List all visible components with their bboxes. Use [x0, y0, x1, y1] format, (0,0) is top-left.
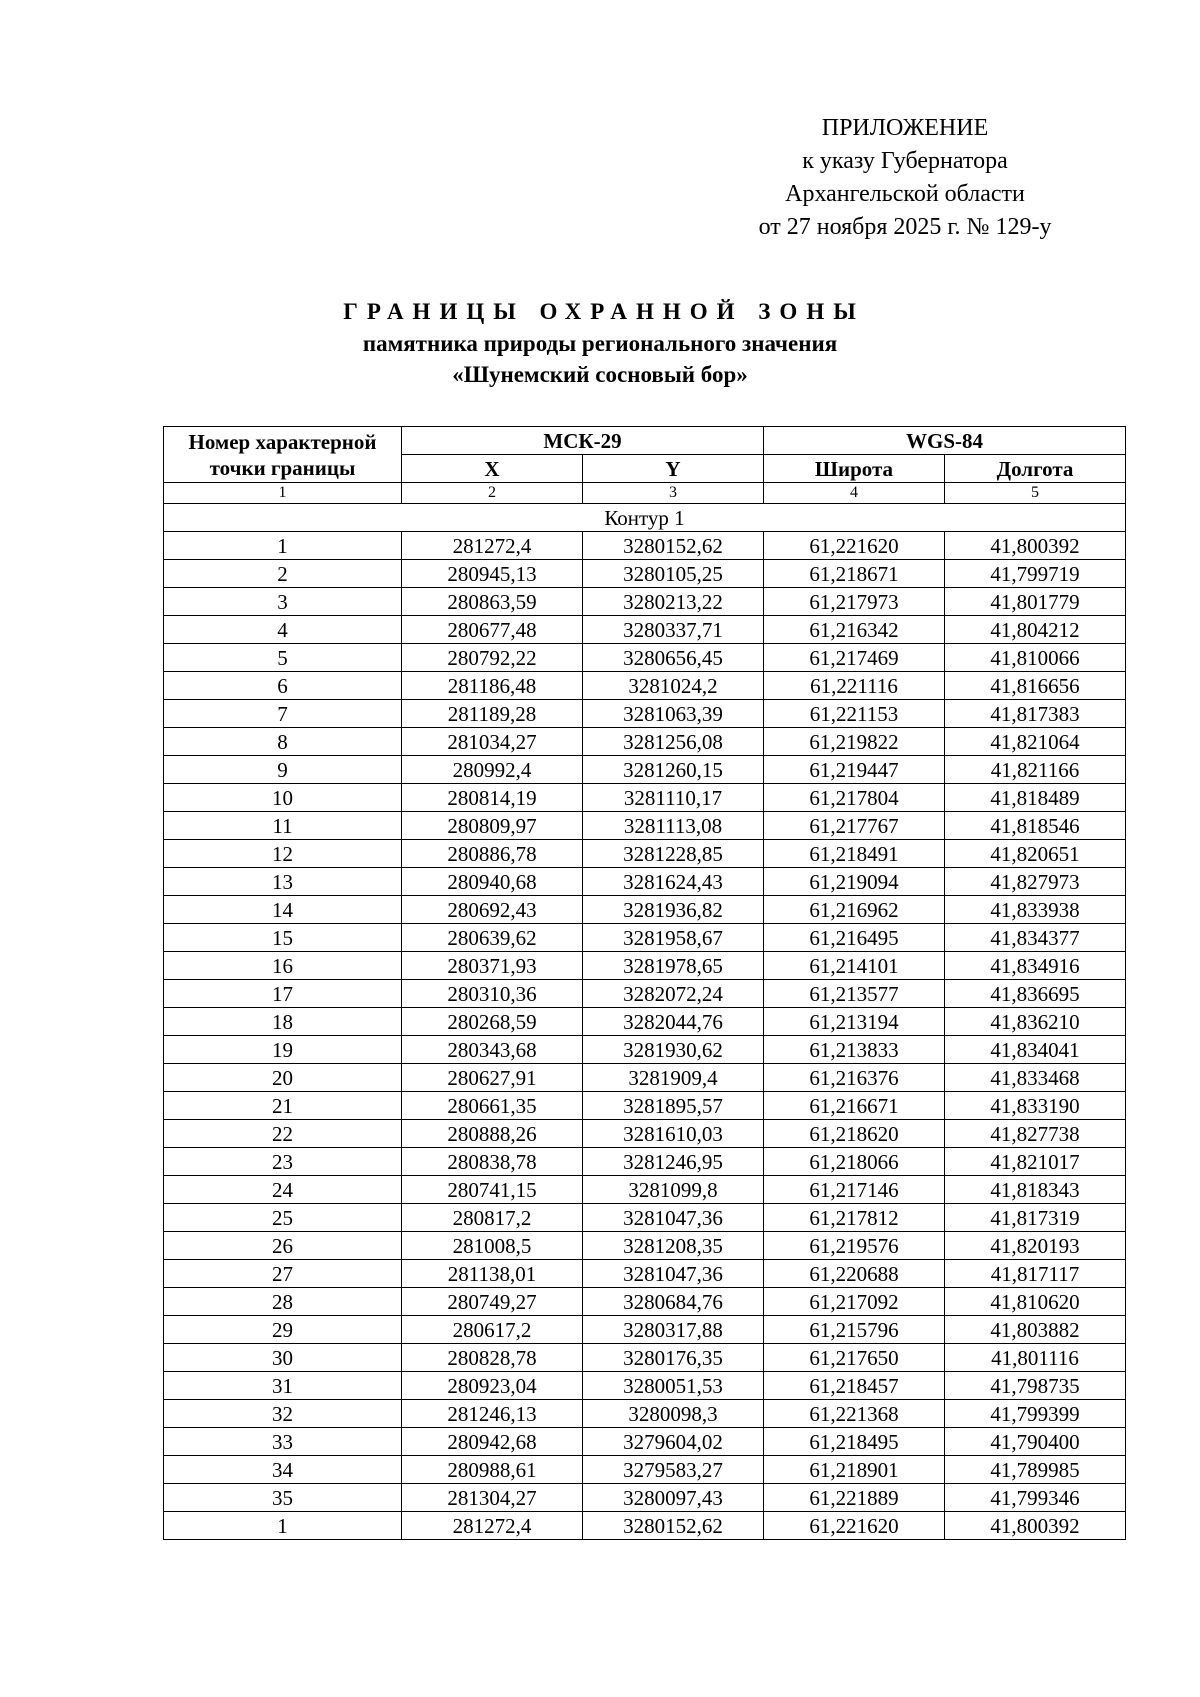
- x-cell: 280677,48: [402, 616, 583, 644]
- y-cell: 3282072,24: [583, 980, 764, 1008]
- point-number-cell: 9: [164, 756, 402, 784]
- latitude-cell: 61,217146: [764, 1176, 945, 1204]
- longitude-cell: 41,827973: [945, 868, 1126, 896]
- latitude-cell: 61,218671: [764, 560, 945, 588]
- latitude-cell: 61,216671: [764, 1092, 945, 1120]
- longitude-cell: 41,827738: [945, 1120, 1126, 1148]
- table-body: [164, 532, 1126, 1540]
- table-row: [164, 840, 1126, 868]
- point-number-cell: 15: [164, 924, 402, 952]
- latitude-cell: 61,216376: [764, 1064, 945, 1092]
- point-number-cell: 28: [164, 1288, 402, 1316]
- longitude-cell: 41,834916: [945, 952, 1126, 980]
- y-cell: 3280337,71: [583, 616, 764, 644]
- point-number-cell: 3: [164, 588, 402, 616]
- point-number-cell: 34: [164, 1456, 402, 1484]
- table-row: [164, 980, 1126, 1008]
- latitude-cell: 61,216342: [764, 616, 945, 644]
- point-number-cell: 33: [164, 1428, 402, 1456]
- latitude-cell: 61,218457: [764, 1372, 945, 1400]
- longitude-cell: 41,810620: [945, 1288, 1126, 1316]
- x-cell: 280749,27: [402, 1288, 583, 1316]
- coordinates-table: [163, 426, 1126, 1540]
- latitude-cell: 61,215796: [764, 1316, 945, 1344]
- x-cell: 280617,2: [402, 1316, 583, 1344]
- x-cell: 280661,35: [402, 1092, 583, 1120]
- point-number-cell: 1: [164, 1512, 402, 1540]
- x-cell: 280809,97: [402, 812, 583, 840]
- y-cell: 3280098,3: [583, 1400, 764, 1428]
- longitude-cell: 41,800392: [945, 1512, 1126, 1540]
- table-row: [164, 812, 1126, 840]
- x-cell: 281272,4: [402, 532, 583, 560]
- point-number-cell: 30: [164, 1344, 402, 1372]
- latitude-cell: 61,218620: [764, 1120, 945, 1148]
- longitude-cell: 41,833938: [945, 896, 1126, 924]
- column-number: 3: [583, 483, 764, 504]
- x-cell: 280838,78: [402, 1148, 583, 1176]
- table-row: [164, 1344, 1126, 1372]
- longitude-cell: 41,799346: [945, 1484, 1126, 1512]
- x-cell: 280942,68: [402, 1428, 583, 1456]
- latitude-cell: 61,217973: [764, 588, 945, 616]
- table-row: [164, 1064, 1126, 1092]
- y-cell: 3279604,02: [583, 1428, 764, 1456]
- appendix-region: Архангельской области: [785, 181, 1025, 207]
- longitude-cell: 41,817319: [945, 1204, 1126, 1232]
- x-cell: 281138,01: [402, 1260, 583, 1288]
- y-cell: 3280656,45: [583, 644, 764, 672]
- point-number-cell: 16: [164, 952, 402, 980]
- longitude-cell: 41,798735: [945, 1372, 1126, 1400]
- latitude-cell: 61,213194: [764, 1008, 945, 1036]
- point-number-cell: 17: [164, 980, 402, 1008]
- y-cell: 3280105,25: [583, 560, 764, 588]
- column-number: 1: [164, 483, 402, 504]
- y-cell: 3281246,95: [583, 1148, 764, 1176]
- longitude-cell: 41,810066: [945, 644, 1126, 672]
- title-main: ГРАНИЦЫ ОХРАННОЙ ЗОНЫ: [343, 299, 865, 324]
- longitude-cell: 41,801779: [945, 588, 1126, 616]
- point-number-cell: 32: [164, 1400, 402, 1428]
- y-cell: 3280317,88: [583, 1316, 764, 1344]
- y-cell: 3282044,76: [583, 1008, 764, 1036]
- latitude-cell: 61,218901: [764, 1456, 945, 1484]
- x-cell: 281246,13: [402, 1400, 583, 1428]
- table-row: [164, 700, 1126, 728]
- y-cell: 3281624,43: [583, 868, 764, 896]
- longitude-cell: 41,803882: [945, 1316, 1126, 1344]
- latitude-cell: 61,217812: [764, 1204, 945, 1232]
- table-row: [164, 644, 1126, 672]
- x-cell: 281189,28: [402, 700, 583, 728]
- point-number-cell: 4: [164, 616, 402, 644]
- y-cell: 3281930,62: [583, 1036, 764, 1064]
- header-x: X: [402, 455, 583, 483]
- y-cell: 3281024,2: [583, 672, 764, 700]
- longitude-cell: 41,836695: [945, 980, 1126, 1008]
- x-cell: 280639,62: [402, 924, 583, 952]
- point-number-cell: 35: [164, 1484, 402, 1512]
- longitude-cell: 41,789985: [945, 1456, 1126, 1484]
- latitude-cell: 61,221368: [764, 1400, 945, 1428]
- y-cell: 3281047,36: [583, 1260, 764, 1288]
- x-cell: 281034,27: [402, 728, 583, 756]
- x-cell: 280923,04: [402, 1372, 583, 1400]
- longitude-cell: 41,799719: [945, 560, 1126, 588]
- longitude-cell: 41,817383: [945, 700, 1126, 728]
- y-cell: 3281958,67: [583, 924, 764, 952]
- x-cell: 280792,22: [402, 644, 583, 672]
- appendix-decree-ref: к указу Губернатора: [802, 148, 1008, 174]
- title-object-name: «Шунемский сосновый бор»: [452, 362, 748, 387]
- table-row: [164, 588, 1126, 616]
- table-row: [164, 672, 1126, 700]
- x-cell: 280888,26: [402, 1120, 583, 1148]
- longitude-cell: 41,836210: [945, 1008, 1126, 1036]
- appendix-label: ПРИЛОЖЕНИЕ: [821, 115, 989, 141]
- latitude-cell: 61,218495: [764, 1428, 945, 1456]
- x-cell: 280627,91: [402, 1064, 583, 1092]
- y-cell: 3280152,62: [583, 532, 764, 560]
- x-cell: 280268,59: [402, 1008, 583, 1036]
- point-number-cell: 11: [164, 812, 402, 840]
- point-number-cell: 21: [164, 1092, 402, 1120]
- header-y: Y: [583, 455, 764, 483]
- x-cell: 281186,48: [402, 672, 583, 700]
- longitude-cell: 41,818546: [945, 812, 1126, 840]
- latitude-cell: 61,219822: [764, 728, 945, 756]
- latitude-cell: 61,218491: [764, 840, 945, 868]
- table-row: [164, 1484, 1126, 1512]
- latitude-cell: 61,216962: [764, 896, 945, 924]
- latitude-cell: 61,221116: [764, 672, 945, 700]
- latitude-cell: 61,221153: [764, 700, 945, 728]
- longitude-cell: 41,800392: [945, 532, 1126, 560]
- header-latitude: Широта: [764, 455, 945, 483]
- y-cell: 3280051,53: [583, 1372, 764, 1400]
- table-row: [164, 1036, 1126, 1064]
- x-cell: 280828,78: [402, 1344, 583, 1372]
- point-number-cell: 13: [164, 868, 402, 896]
- table-row: [164, 924, 1126, 952]
- appendix-header: [700, 112, 1110, 244]
- longitude-cell: 41,816656: [945, 672, 1126, 700]
- contour-label: Контур 1: [164, 504, 1126, 532]
- longitude-cell: 41,818343: [945, 1176, 1126, 1204]
- point-number-cell: 18: [164, 1008, 402, 1036]
- y-cell: 3281113,08: [583, 812, 764, 840]
- latitude-cell: 61,217650: [764, 1344, 945, 1372]
- x-cell: 280863,59: [402, 588, 583, 616]
- y-cell: 3279583,27: [583, 1456, 764, 1484]
- point-number-cell: 24: [164, 1176, 402, 1204]
- point-number-cell: 27: [164, 1260, 402, 1288]
- table-row: [164, 1148, 1126, 1176]
- point-number-cell: 26: [164, 1232, 402, 1260]
- table-row: [164, 616, 1126, 644]
- title-subtitle: памятника природы регионального значения: [362, 331, 838, 356]
- longitude-cell: 41,804212: [945, 616, 1126, 644]
- latitude-cell: 61,221620: [764, 1512, 945, 1540]
- table-row: [164, 952, 1126, 980]
- point-number-cell: 25: [164, 1204, 402, 1232]
- point-number-cell: 23: [164, 1148, 402, 1176]
- y-cell: 3281099,8: [583, 1176, 764, 1204]
- longitude-cell: 41,790400: [945, 1428, 1126, 1456]
- latitude-cell: 61,218066: [764, 1148, 945, 1176]
- x-cell: 280343,68: [402, 1036, 583, 1064]
- longitude-cell: 41,801116: [945, 1344, 1126, 1372]
- latitude-cell: 61,214101: [764, 952, 945, 980]
- x-cell: 280741,15: [402, 1176, 583, 1204]
- table-row: [164, 1456, 1126, 1484]
- latitude-cell: 61,219576: [764, 1232, 945, 1260]
- x-cell: 280817,2: [402, 1204, 583, 1232]
- longitude-cell: 41,821064: [945, 728, 1126, 756]
- table-header-row: [164, 427, 1126, 455]
- longitude-cell: 41,821166: [945, 756, 1126, 784]
- y-cell: 3281936,82: [583, 896, 764, 924]
- table-row: [164, 1176, 1126, 1204]
- point-number-cell: 7: [164, 700, 402, 728]
- table-row: [164, 532, 1126, 560]
- latitude-cell: 61,217767: [764, 812, 945, 840]
- table-row: [164, 1512, 1126, 1540]
- longitude-cell: 41,820193: [945, 1232, 1126, 1260]
- y-cell: 3280152,62: [583, 1512, 764, 1540]
- table-row: [164, 1120, 1126, 1148]
- x-cell: 280886,78: [402, 840, 583, 868]
- header-point-number: Номер характерной точки границы: [164, 427, 402, 483]
- point-number-cell: 2: [164, 560, 402, 588]
- point-number-cell: 22: [164, 1120, 402, 1148]
- x-cell: 280945,13: [402, 560, 583, 588]
- appendix-date-number: от 27 ноября 2025 г. № 129-у: [758, 214, 1052, 240]
- table-row: [164, 1008, 1126, 1036]
- x-cell: 280371,93: [402, 952, 583, 980]
- y-cell: 3281610,03: [583, 1120, 764, 1148]
- latitude-cell: 61,219447: [764, 756, 945, 784]
- point-number-cell: 6: [164, 672, 402, 700]
- table-row: [164, 896, 1126, 924]
- header-msk29: МСК-29: [402, 427, 764, 455]
- longitude-cell: 41,799399: [945, 1400, 1126, 1428]
- point-number-cell: 29: [164, 1316, 402, 1344]
- x-cell: 281304,27: [402, 1484, 583, 1512]
- y-cell: 3280176,35: [583, 1344, 764, 1372]
- table-row: [164, 728, 1126, 756]
- latitude-cell: 61,213577: [764, 980, 945, 1008]
- table-row: [164, 1316, 1126, 1344]
- header-longitude: Долгота: [945, 455, 1126, 483]
- point-number-cell: 19: [164, 1036, 402, 1064]
- longitude-cell: 41,820651: [945, 840, 1126, 868]
- x-cell: 280988,61: [402, 1456, 583, 1484]
- y-cell: 3281228,85: [583, 840, 764, 868]
- point-number-cell: 10: [164, 784, 402, 812]
- point-number-cell: 5: [164, 644, 402, 672]
- point-number-cell: 14: [164, 896, 402, 924]
- point-number-cell: 12: [164, 840, 402, 868]
- latitude-cell: 61,216495: [764, 924, 945, 952]
- column-number: 4: [764, 483, 945, 504]
- y-cell: 3281978,65: [583, 952, 764, 980]
- y-cell: 3281260,15: [583, 756, 764, 784]
- x-cell: 280992,4: [402, 756, 583, 784]
- latitude-cell: 61,217804: [764, 784, 945, 812]
- latitude-cell: 61,213833: [764, 1036, 945, 1064]
- latitude-cell: 61,220688: [764, 1260, 945, 1288]
- y-cell: 3281895,57: [583, 1092, 764, 1120]
- x-cell: 280814,19: [402, 784, 583, 812]
- table-row: [164, 1400, 1126, 1428]
- y-cell: 3280684,76: [583, 1288, 764, 1316]
- table-row: [164, 784, 1126, 812]
- column-number: 2: [402, 483, 583, 504]
- x-cell: 281008,5: [402, 1232, 583, 1260]
- latitude-cell: 61,217469: [764, 644, 945, 672]
- longitude-cell: 41,834041: [945, 1036, 1126, 1064]
- table-row: [164, 1428, 1126, 1456]
- contour-row: [164, 504, 1126, 532]
- y-cell: 3281047,36: [583, 1204, 764, 1232]
- latitude-cell: 61,219094: [764, 868, 945, 896]
- y-cell: 3281256,08: [583, 728, 764, 756]
- point-number-cell: 1: [164, 532, 402, 560]
- latitude-cell: 61,221620: [764, 532, 945, 560]
- y-cell: 3280213,22: [583, 588, 764, 616]
- y-cell: 3281208,35: [583, 1232, 764, 1260]
- table-row: [164, 1372, 1126, 1400]
- point-number-cell: 20: [164, 1064, 402, 1092]
- longitude-cell: 41,817117: [945, 1260, 1126, 1288]
- x-cell: 280310,36: [402, 980, 583, 1008]
- y-cell: 3281110,17: [583, 784, 764, 812]
- x-cell: 280692,43: [402, 896, 583, 924]
- longitude-cell: 41,833190: [945, 1092, 1126, 1120]
- document-title: [0, 296, 1200, 390]
- latitude-cell: 61,221889: [764, 1484, 945, 1512]
- x-cell: 281272,4: [402, 1512, 583, 1540]
- table-row: [164, 1288, 1126, 1316]
- longitude-cell: 41,834377: [945, 924, 1126, 952]
- table-row: [164, 1092, 1126, 1120]
- column-number-row: [164, 483, 1126, 504]
- table-row: [164, 1204, 1126, 1232]
- y-cell: 3281063,39: [583, 700, 764, 728]
- header-wgs84: WGS-84: [764, 427, 1126, 455]
- table-row: [164, 560, 1126, 588]
- longitude-cell: 41,821017: [945, 1148, 1126, 1176]
- x-cell: 280940,68: [402, 868, 583, 896]
- table-row: [164, 1232, 1126, 1260]
- point-number-cell: 8: [164, 728, 402, 756]
- y-cell: 3281909,4: [583, 1064, 764, 1092]
- longitude-cell: 41,818489: [945, 784, 1126, 812]
- longitude-cell: 41,833468: [945, 1064, 1126, 1092]
- table-row: [164, 1260, 1126, 1288]
- table-row: [164, 756, 1126, 784]
- latitude-cell: 61,217092: [764, 1288, 945, 1316]
- point-number-cell: 31: [164, 1372, 402, 1400]
- table-row: [164, 868, 1126, 896]
- y-cell: 3280097,43: [583, 1484, 764, 1512]
- column-number: 5: [945, 483, 1126, 504]
